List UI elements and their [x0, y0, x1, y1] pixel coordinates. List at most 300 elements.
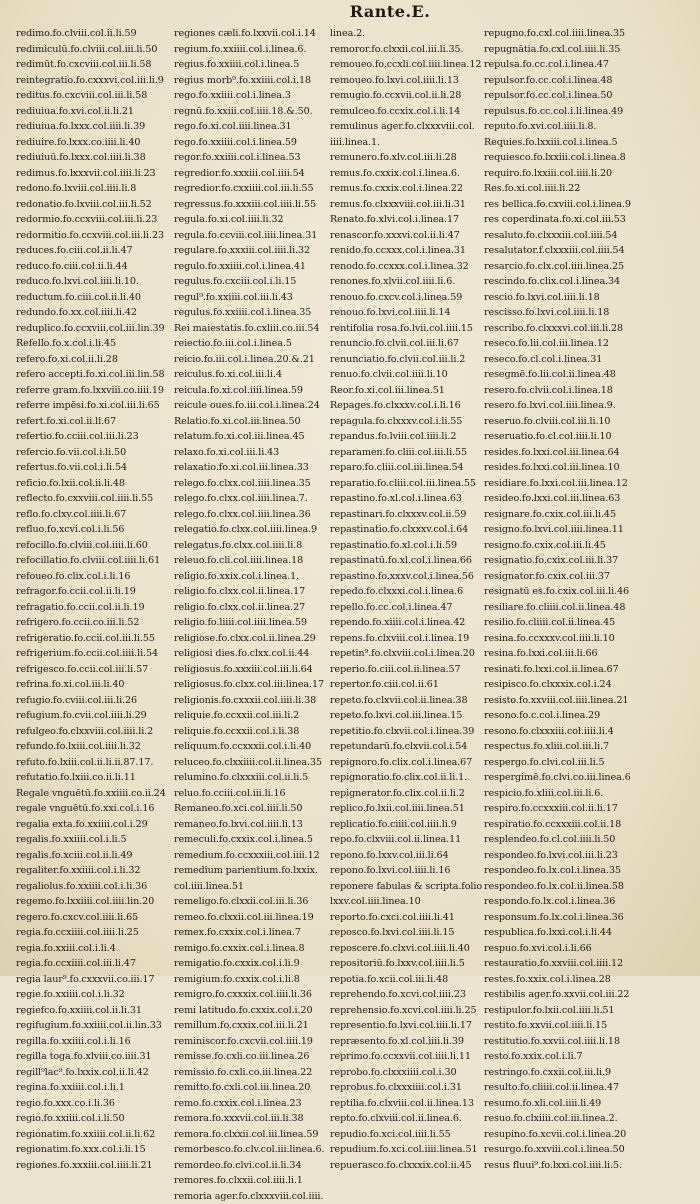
index-entry: refundo.fo.lxiii.col.iiii.li.32: [16, 739, 166, 755]
index-entry: reintegratio.fo.cxxxvi.col.iii.li.9: [16, 73, 166, 89]
index-entry: relegatus.fo.clxx.col.iiii.li.8: [174, 538, 324, 554]
index-entry: referre impēsi.fo.xi.col.iii.li.65: [16, 398, 166, 414]
index-entry: regius.fo.xxiiii.col.i.linea.5: [174, 57, 324, 73]
index-entry: Res.fo.xi.col.iiii.li.22: [484, 181, 684, 197]
index-entry: regul⁹.fo.xxiiii.col.iii.li.43: [174, 290, 324, 306]
index-entry: regalis.fo.xciii.col.ii.li.49: [16, 848, 166, 864]
index-entry: resero.fo.lxvi.col.iiii.linea.9.: [484, 398, 684, 414]
index-entry: releuo.fo.cli.col.iiii.linea.18: [174, 553, 324, 569]
index-entry: remigo.fo.cxxix.col.i.linea.8: [174, 941, 324, 957]
index-entry: reliquie.fo.ccxxii.col.iii.li.2: [174, 708, 324, 724]
index-entry: Regale vnguētū.fo.xxiiii.co.ii.24: [16, 786, 166, 802]
index-entry: refrigerium.fo.ccii.col.iiii.li.54: [16, 646, 166, 662]
index-entry: rediuiua.fo.xvi.col.ii.li.21: [16, 104, 166, 120]
index-entry: renones.fo.xlvii.col.iiii.li.6.: [330, 274, 480, 290]
index-entry: remoria ager.fo.clxxxviii.col.iiii.: [174, 1189, 324, 1204]
index-entry: renuo.fo.clvii.col.iiii.li.10: [330, 367, 480, 383]
index-entry: repandus.fo.lviii.col.iiii.li.2: [330, 429, 480, 445]
index-entry: reiectio.fo.iii.col.i.linea.5: [174, 336, 324, 352]
index-entry: remus.fo.clxxxviii.col.iii.li.31: [330, 197, 480, 213]
index-entry: restes.fo.xxix.col.i.linea.28: [484, 972, 684, 988]
index-entry: refrigesco.fo.ccii.col.iii.li.57: [16, 662, 166, 678]
index-entry: redormitio.fo.ccxviii.col.iii.li.23: [16, 228, 166, 244]
index-entry: resurgo.fo.xxviii.col.i.linea.50: [484, 1142, 684, 1158]
index-entry: representio.fo.lxvi.col.iiii.li.17: [330, 1018, 480, 1034]
index-entry: regula.fo.ccviii.col.iiii.linea.31: [174, 228, 324, 244]
index-entry: regulo.fo.xxiiii.col.i.linea.41: [174, 259, 324, 275]
index-entry: res coperdinata.fo.xi.col.iii.53: [484, 212, 684, 228]
index-entry: regium.fo.xxiiii.col.i.linea.6.: [174, 42, 324, 58]
index-entry: refoueo.fo.clix.col.i.li.16: [16, 569, 166, 585]
index-entry: res bellica.fo.cxviii.col.i.linea.9: [484, 197, 684, 213]
index-entry: repulsor.fo.cc.col.i.linea.50: [484, 88, 684, 104]
index-entry: reseco.fo.cl.col.i.linea.31: [484, 352, 684, 368]
index-entry: rediuiua.fo.lxxx.col.iiii.li.39: [16, 119, 166, 135]
index-entry: repastinari.fo.clxxxv.col.ii.59: [330, 507, 480, 523]
index-entry: remedium parientium.fo.lxxix.: [174, 863, 324, 879]
index-entry: regiones.fo.xxxiii.col.iiii.li.21: [16, 1158, 166, 1174]
index-entry: resaluto.fo.clxxxiii.col.iiii.54: [484, 228, 684, 244]
index-entry: reicula.fo.xi.col.iiii.linea.59: [174, 383, 324, 399]
index-entry: replico.fo.lxii.col.iiii.linea.51: [330, 801, 480, 817]
index-entry: respiro.fo.ccxxxiii.col.ii.li.17: [484, 801, 684, 817]
index-entry: refocillatio.fo.clviii.col.iiii.li.61: [16, 553, 166, 569]
index-entry: reflecto.fo.cxxviii.col.iiii.li.55: [16, 491, 166, 507]
index-entry: redormio.fo.ccxviii.col.iii.li.23: [16, 212, 166, 228]
index-entry: regionatim.fo.xxx.col.i.li.15: [16, 1142, 166, 1158]
index-entry: restitutio.fo.xxvii.col.iiii.li.18: [484, 1034, 684, 1050]
index-entry: remigro.fo.cxxxix.col.iiii.li.36: [174, 987, 324, 1003]
index-entry: Requies.fo.lxxiii.col.i.linea.5: [484, 135, 684, 151]
index-entry: respondeo.fo.lx.col.i.linea.35: [484, 863, 684, 879]
index-entry: regia.fo.ccxiiii.col.iii.li.47: [16, 956, 166, 972]
index-entry: resides.fo.lxxi.col.iii.linea.64: [484, 445, 684, 461]
index-entry: Repages.fo.clxxxv.col.i.li.16: [330, 398, 480, 414]
index-entry: regulare.fo.xxxiii.col.iiii.li.32: [174, 243, 324, 259]
index-entry: rego.fo.xxiiii.col.i.linea.59: [174, 135, 324, 151]
index-entry: rentifolia rosa.fo.lvii.col.iiii.15: [330, 321, 480, 337]
index-entry: remigium.fo.cxxix.col.i.li.8: [174, 972, 324, 988]
index-entry: regiones cæli.fo.lxxvii.col.i.14: [174, 26, 324, 42]
index-entry: repo.fo.clxviii.col.ii.linea.11: [330, 832, 480, 848]
index-entry: refragor.fo.ccii.col.ii.li.19: [16, 584, 166, 600]
index-entry: reposco.fo.lxvi.col.iiii.li.15: [330, 925, 480, 941]
index-entry: repono.fo.lxvi.col.iiii.li.16: [330, 863, 480, 879]
index-entry: resisto.fo.xxviii.col.iiii.linea.21: [484, 693, 684, 709]
index-entry: resalutator.f.clxxxiii.col.iiii.54: [484, 243, 684, 259]
index-entry: resides.fo.lxxi.col.iii.linea.10: [484, 460, 684, 476]
index-entry: regill⁹lac⁹.fo.lxxix.col.ii.li.42: [16, 1065, 166, 1081]
index-entry: reprehensio.fo.xcvi.col.iiii.li.25: [330, 1003, 480, 1019]
index-entry: rescindo.fo.clix.col.i.linea.34: [484, 274, 684, 290]
index-entry: reductum.fo.ciii.col.ii.li.40: [16, 290, 166, 306]
index-entry: reminiscor.fo.cxcvii.col.iiii.19: [174, 1034, 324, 1050]
index-entry: respuo.fo.xvi.col.i.li.66: [484, 941, 684, 957]
index-entry: repignoro.fo.clix.col.i.linea.67: [330, 755, 480, 771]
index-entry: redono.fo.lxviii.col.iiii.li.8: [16, 181, 166, 197]
index-entry: refuto.fo.lxiii.col.ii.li.ii.87.17.: [16, 755, 166, 771]
index-entry: regia laur⁹.fo.cxxxvii.co.iii.17: [16, 972, 166, 988]
index-entry: reiculus.fo.xi.col.iii.li.4: [174, 367, 324, 383]
index-entry: repignerator.fo.clix.col.ii.li.2: [330, 786, 480, 802]
index-entry: resignare.fo.cxix.col.iii.li.45: [484, 507, 684, 523]
index-entry: resinati.fo.lxxi.col.ii.linea.67: [484, 662, 684, 678]
index-entry: remoror.fo.clxxii.col.iii.li.35.: [330, 42, 480, 58]
index-entry: reseco.fo.lii.col.iii.linea.12: [484, 336, 684, 352]
index-entry: renouo.fo.cxcv.col.i.linea.59: [330, 290, 480, 306]
index-entry: regemo.fo.lxxiiii.col.iiii.lin.20: [16, 894, 166, 910]
index-entry: rediuire.fo.lxxx.co.iiii.li.40: [16, 135, 166, 151]
index-entry: redimo.fo.clviii.col.ii.li.59: [16, 26, 166, 42]
index-entry: rescio.fo.lxvi.col.iiii.li.18: [484, 290, 684, 306]
index-entry: respondeo.fo.lxvi.col.iii.li.23: [484, 848, 684, 864]
index-entry: reseruo.fo.clviii.col.iii.li.10: [484, 414, 684, 430]
index-entry: religio.fo.clxx.col.ii.linea.17: [174, 584, 324, 600]
index-entry: resina.fo.ccxxxv.col.iiii.li.10: [484, 631, 684, 647]
index-entry: remeculi.fo.cxxix.col.i.linea.5: [174, 832, 324, 848]
index-entry: resina.fo.lxxi.col.iii.li.66: [484, 646, 684, 662]
index-entry: repono.fo.lxxv.col.iii.li.64: [330, 848, 480, 864]
index-entry: refrigero.fo.ccii.co.iii.li.52: [16, 615, 166, 631]
index-entry: remus.fo.cxxix.col.i.linea.22: [330, 181, 480, 197]
index-entry: relego.fo.clxx.col.iiii.linea.7.: [174, 491, 324, 507]
index-entry: reflo.fo.clxv.col.iiii.li.67: [16, 507, 166, 523]
index-entry: regia.fo.ccxiiii.col.iiii.li.25: [16, 925, 166, 941]
index-entry: regaliolus.fo.xxiiii.col.i.li.36: [16, 879, 166, 895]
index-entry: resulto.fo.cliiii.col.ii.linea.47: [484, 1080, 684, 1096]
index-entry: remorbesco.fo.clv.col.iii.linea.6.: [174, 1142, 324, 1158]
index-entry: remoueo.fo.lxvi.col.iiii.li.13: [330, 73, 480, 89]
index-entry: remi latitudo.fo.cxxix.col.i.20: [174, 1003, 324, 1019]
index-entry: reputo.fo.xvi.col.iiii.li.8.: [484, 119, 684, 135]
index-entry: repastinatio.fo.xl.col.i.li.59: [330, 538, 480, 554]
index-entry: resono.fo.clxxxiii.col.iiii.li.4: [484, 724, 684, 740]
index-entry: repetundarū.fo.clxvii.col.i.54: [330, 739, 480, 755]
index-entry: respondeo.fo.lx.col.ii.linea.58: [484, 879, 684, 895]
index-entry: refero.fo.xi.col.ii.li.28: [16, 352, 166, 368]
index-column-4: [484, 26, 684, 1173]
index-entry: responsum.fo.lx.col.i.linea.36: [484, 910, 684, 926]
index-entry: refugium.fo.cvii.col.iiii.li.29: [16, 708, 166, 724]
index-entry: resegmē.fo.lii.col.ii.linea.48: [484, 367, 684, 383]
index-entry: resideo.fo.lxxi.col.iii.linea.63: [484, 491, 684, 507]
index-column-3: [330, 26, 480, 1173]
index-entry: respectus.fo.xliii.col.iii.li.7: [484, 739, 684, 755]
index-entry: refrigeratio.fo.ccii.col.iii.li.55: [16, 631, 166, 647]
index-entry: relumino.fo.clxxxiii.col.ii.li.5: [174, 770, 324, 786]
index-entry: repetin⁹.fo.clxviii.col.i.linea.20: [330, 646, 480, 662]
index-entry: remigatio.fo.cxxix.col.i.li.9: [174, 956, 324, 972]
index-entry: respicio.fo.xliii.col.iii.li.6.: [484, 786, 684, 802]
index-entry: refertio.fo.cciii.col.iii.li.23: [16, 429, 166, 445]
index-column-2: [174, 26, 324, 1204]
index-entry: refocillo.fo.clviii.col.iiii.li.60: [16, 538, 166, 554]
index-entry: col.iiii.linea.51: [174, 879, 324, 895]
index-entry: remora.fo.xxxvii.col.iii.li.38: [174, 1111, 324, 1127]
index-entry: reduco.fo.lxvi.col.iiii.li.10.: [16, 274, 166, 290]
index-entry: regale vnguētū.fo.xxi.col.i.16: [16, 801, 166, 817]
index-entry: resignator.fo.cxix.col.iii.37: [484, 569, 684, 585]
index-entry: refulgeo.fo.clxxviii.col.iiii.li.2: [16, 724, 166, 740]
index-entry: rependo.fo.xiiii.col.i.linea.42: [330, 615, 480, 631]
index-entry: remulceo.fo.ccxix.col.i.li.14: [330, 104, 480, 120]
index-entry: reduces.fo.ciii.col.ii.li.47: [16, 243, 166, 259]
index-entry: replicatio.fo.ciiii.col.iiii.li.9: [330, 817, 480, 833]
index-entry: repedo.fo.clxxxi.col.i.linea.6: [330, 584, 480, 600]
index-entry: remora.fo.clxxii.col.iii.linea.59: [174, 1127, 324, 1143]
index-entry: redonatio.fo.lxviii.col.iii.li.52: [16, 197, 166, 213]
index-entry: reparatio.fo.cliii.col.iii.linea.55: [330, 476, 480, 492]
index-entry: resono.fo.c.col.i.linea.29: [484, 708, 684, 724]
index-entry: reicio.fo.iii.col.i.linea.20.&.21: [174, 352, 324, 368]
index-entry: repuerasco.fo.clxxxix.col.ii.45: [330, 1158, 480, 1174]
index-entry: regaliter.fo.xxiiii.col.i.li.32: [16, 863, 166, 879]
index-entry: repudio.fo.xci.col.iiii.li.55: [330, 1127, 480, 1143]
index-entry: regifugium.fo.xxiiii.col.ii.lin.33: [16, 1018, 166, 1034]
running-head: Rante.E.: [290, 2, 490, 21]
index-entry: remeo.fo.clxxii.col.iii.linea.19: [174, 910, 324, 926]
index-entry: repeto.fo.clxvii.col.ii.linea.38: [330, 693, 480, 709]
index-entry: refugio.fo.cviii.col.iii.li.26: [16, 693, 166, 709]
index-column-1: [16, 26, 166, 1173]
index-entry: repello.fo.cc.col.i.linea.47: [330, 600, 480, 616]
index-entry: religiosus.fo.xxxiii.col.iii.li.64: [174, 662, 324, 678]
index-entry: relaxatio.fo.xi.col.iii.linea.33: [174, 460, 324, 476]
index-entry: refutatio.fo.lxiii.co.ii.li.11: [16, 770, 166, 786]
index-entry: remaneo.fo.lxvi.col.iiii.li.13: [174, 817, 324, 833]
index-entry: regiefco.fo.xxiiii.col.ii.li.31: [16, 1003, 166, 1019]
index-entry: repeto.fo.lxvi.col.iii.linea.15: [330, 708, 480, 724]
index-entry: regalis.fo.xxiiii.col.i.li.5: [16, 832, 166, 848]
index-entry: repignoratio.fo.clix.col.ii.li.1.: [330, 770, 480, 786]
index-entry: regio.fo.xxx.co.i.li.36: [16, 1096, 166, 1112]
index-entry: regio.fo.xxiiii.col.i.li.50: [16, 1111, 166, 1127]
index-entry: refragatio.fo.ccii.col.ii.li.19: [16, 600, 166, 616]
index-entry: religiosi dies.fo.clxx.col.ii.44: [174, 646, 324, 662]
index-entry: respergo.fo.clvi.col.iii.li.5: [484, 755, 684, 771]
index-entry: rescisso.fo.lxvi.col.iiii.li.18: [484, 305, 684, 321]
index-entry: repagula.fo.clxxxv.col.i.li.55: [330, 414, 480, 430]
index-entry: regredior.fo.cxxiiii.col.iii.li.55: [174, 181, 324, 197]
index-entry: religio.fo.xxix.col.i.linea.1.: [174, 569, 324, 585]
index-entry: reduplico.fo.ccxviii.col.iii.lin.39: [16, 321, 166, 337]
index-entry: reprimo.fo.ccxxvii.col.iiii.li.11: [330, 1049, 480, 1065]
index-entry: repotia.fo.xcii.col.iii.li.48: [330, 972, 480, 988]
index-entry: refrina.fo.xi.col.iii.li.40: [16, 677, 166, 693]
index-entry: reponere fabulas & scripta.folio: [330, 879, 480, 895]
index-entry: regor.fo.xxiiii.col.i.linea.53: [174, 150, 324, 166]
index-entry: remordeo.fo.clvi.col.ii.li.34: [174, 1158, 324, 1174]
index-entry: regula.fo.xi.col.iiii.li.32: [174, 212, 324, 228]
index-entry: reparo.fo.cliii.col.iii.linea.54: [330, 460, 480, 476]
index-entry: rescribo.fo.clxxxvi.col.iii.li.28: [484, 321, 684, 337]
index-entry: repastino.fo.xxxv.col.i.linea.56: [330, 569, 480, 585]
index-entry: religio.fo.clxx.col.ii.linea.27: [174, 600, 324, 616]
index-entry: Remaneo.fo.xci.col.iiii.li.50: [174, 801, 324, 817]
index-entry: lxxv.col.iiii.linea.10: [330, 894, 480, 910]
index-entry: religio.fo.liiii.col.iiii.linea.59: [174, 615, 324, 631]
index-entry: renascor.fo.xxxvi.col.ii.li.47: [330, 228, 480, 244]
index-entry: relatum.fo.xi.col.iii.linea.45: [174, 429, 324, 445]
index-entry: refercio.fo.vii.col.i.li.50: [16, 445, 166, 461]
index-entry: renunciatio.fo.clvii.col.iii.li.2: [330, 352, 480, 368]
index-entry: resilio.fo.cliiii.col.ii.linea.45: [484, 615, 684, 631]
index-entry: reficio.fo.lxii.col.ii.li.48: [16, 476, 166, 492]
index-entry: refertus.fo.vii.col.i.li.54: [16, 460, 166, 476]
index-entry: resarcio.fo.clx.col.iiii.linea.25: [484, 259, 684, 275]
index-entry: restito.fo.xxvii.col.iiii.li.15: [484, 1018, 684, 1034]
index-entry: reparamen.fo.cliii.col.iii.li.55: [330, 445, 480, 461]
index-entry: regilla.fo.xxiiii.col.i.li.16: [16, 1034, 166, 1050]
index-entry: refert.fo.xi.col.ii.li.67: [16, 414, 166, 430]
index-entry: repetitio.fo.clxvii.col.i.linea.39: [330, 724, 480, 740]
index-entry: Relatio.fo.xi.col.iii.linea.50: [174, 414, 324, 430]
index-entry: reditus.fo.cxcviii.col.iii.li.58: [16, 88, 166, 104]
index-entry: repulsa.fo.cc.col.i.linea.47: [484, 57, 684, 73]
index-entry: reduco.fo.ciii.col.ii.li.44: [16, 259, 166, 275]
index-entry: religiosus.fo.clxx.col.iii.linea.17: [174, 677, 324, 693]
index-entry: repertor.fo.ciii.col.ii.61: [330, 677, 480, 693]
index-entry: regina.fo.xxiiii.col.i.li.1: [16, 1080, 166, 1096]
index-entry: regie.fo.xxiiii.col.i.li.32: [16, 987, 166, 1003]
index-entry: resplendeo.fo.cl.col.iiii.li.50: [484, 832, 684, 848]
index-entry: regulus.fo.cxciii.col.i.li.15: [174, 274, 324, 290]
index-entry: repens.fo.clxviii.col.i.linea.19: [330, 631, 480, 647]
index-entry: repositoriū.fo.lxxv.col.iiii.li.5: [330, 956, 480, 972]
index-entry: remus.fo.cxxix.col.i.linea.6.: [330, 166, 480, 182]
index-entry: respublica.fo.lxxi.col.i.li.44: [484, 925, 684, 941]
index-entry: remunero.fo.xlv.col.iii.li.28: [330, 150, 480, 166]
index-entry: reperio.fo.ciii.col.ii.linea.57: [330, 662, 480, 678]
index-entry: iiii.linea.1.: [330, 135, 480, 151]
index-entry: requiro.fo.lxxiii.col.iiii.li.20: [484, 166, 684, 182]
index-entry: remo.fo.cxxix.col.i.linea.23: [174, 1096, 324, 1112]
index-entry: repugnātia.fo.cxl.col.iiii.li.35: [484, 42, 684, 58]
index-entry: relego.fo.clxx.col.iiii.linea.35: [174, 476, 324, 492]
index-entry: renuncio.fo.clvii.col.iii.li.67: [330, 336, 480, 352]
index-entry: remugio.fo.ccxvii.col.ii.li.28: [330, 88, 480, 104]
index-entry: remillum.fo.cxxix.col.iii.li.21: [174, 1018, 324, 1034]
index-entry: repræsento.fo.xl.col.iiii.li.39: [330, 1034, 480, 1050]
index-entry: reliquum.fo.ccxxxii.col.i.li.40: [174, 739, 324, 755]
index-entry: rego.fo.xi.col.iiii.linea.31: [174, 119, 324, 135]
index-entry: renodo.fo.ccxxx.col.i.linea.32: [330, 259, 480, 275]
index-entry: regero.fo.cxcv.col.iiii.li.65: [16, 910, 166, 926]
index-entry: remoueo.fo.ccxli.col.iiii.linea.12: [330, 57, 480, 73]
index-entry: linea.2.: [330, 26, 480, 42]
index-entry: remores.fo.clxxii.col.iiii.li.1: [174, 1173, 324, 1189]
index-entry: relegatio.fo.clxx.col.iiii.linea.9: [174, 522, 324, 538]
index-entry: reluceo.fo.clxxiiii.col.ii.linea.35: [174, 755, 324, 771]
index-entry: renouo.fo.lxvi.col.iiii.li.14: [330, 305, 480, 321]
index-entry: resipisco.fo.clxxxix.col.i.24: [484, 677, 684, 693]
index-entry: redundo.fo.xx.col.iiii.li.42: [16, 305, 166, 321]
index-entry: respiratio.fo.ccxxxiii.col.ii.18: [484, 817, 684, 833]
index-entry: regulus.fo.xxiiii.col.i.linea.35: [174, 305, 324, 321]
index-entry: reprobo.fo.clxxxiiii.col.i.30: [330, 1065, 480, 1081]
index-entry: regia.fo.xxiii.col.i.li.4: [16, 941, 166, 957]
index-entry: reptilia.fo.clxviii.col.ii.linea.13: [330, 1096, 480, 1112]
index-entry: reicule oues.fo.iii.col.i.linea.24: [174, 398, 324, 414]
index-entry: relego.fo.clxx.col.iiii.linea.36: [174, 507, 324, 523]
index-entry: regius morb⁹.fo.xxiiii.col.i.18: [174, 73, 324, 89]
index-entry: resignatio.fo.cxix.col.iii.li.37: [484, 553, 684, 569]
index-entry: regnū.fo.xxiii.col.iiii.18.&.50.: [174, 104, 324, 120]
index-entry: reliquie.fo.ccxxii.col.i.li.38: [174, 724, 324, 740]
index-entry: resero.fo.clvii.col.i.linea.18: [484, 383, 684, 399]
index-entry: regionatim.fo.xxiiii.col.ii.li.62: [16, 1127, 166, 1143]
index-entry: repudium.fo.xci.col.iiii.linea.51: [330, 1142, 480, 1158]
index-entry: remisse.fo.cxli.co.iii.linea.26: [174, 1049, 324, 1065]
index-entry: remulinus ager.fo.clxxxviii.col.: [330, 119, 480, 135]
index-entry: requiesco.fo.lxxiii.col.i.linea.8: [484, 150, 684, 166]
index-entry: repugno.fo.cxl.col.iiii.linea.35: [484, 26, 684, 42]
index-entry: regressus.fo.xxxiii.col.iiii.li.55: [174, 197, 324, 213]
index-entry: regilla toga.fo.xlviii.co.iiii.31: [16, 1049, 166, 1065]
index-entry: referre gram.fo.lxxviii.co.iiii.19: [16, 383, 166, 399]
index-entry: redimiculū.fo.clviii.col.iii.li.50: [16, 42, 166, 58]
index-entry: respondo.fo.lx.col.i.linea.36: [484, 894, 684, 910]
index-entry: respergimē.fo.clvi.co.iii.linea.6: [484, 770, 684, 786]
index-entry: reluo.fo.cciii.col.iii.li.16: [174, 786, 324, 802]
index-entry: rego.fo.xxiiii.col.i.linea.3: [174, 88, 324, 104]
index-entry: resumo.fo.xli.col.iiii.li.49: [484, 1096, 684, 1112]
index-entry: restringo.fo.cxxii.col.iii.li.9: [484, 1065, 684, 1081]
index-entry: restauratio.fo.xxviii.col.iiii.12: [484, 956, 684, 972]
index-entry: refero accepti.fo.xi.col.iii.lin.58: [16, 367, 166, 383]
index-entry: reporto.fo.cxci.col.iiii.li.41: [330, 910, 480, 926]
index-entry: redimūt.fo.cxcviii.col.iii.li.58: [16, 57, 166, 73]
index-entry: resigno.fo.cxix.col.iii.li.45: [484, 538, 684, 554]
index-entry: remedium.fo.ccxxxiii.col.iiii.12: [174, 848, 324, 864]
index-entry: religionis.fo.cxxxii.col.iiii.li.38: [174, 693, 324, 709]
index-entry: resupino.fo.xcvii.col.i.linea.20: [484, 1127, 684, 1143]
index-entry: resiliare.fo.cliiii.col.ii.linea.48: [484, 600, 684, 616]
index-entry: residiare.fo.lxxi.col.iii.linea.12: [484, 476, 684, 492]
index-entry: renido.fo.ccxxx.col.i.linea.31: [330, 243, 480, 259]
index-entry: repastinatio.fo.clxxxv.col.i.64: [330, 522, 480, 538]
index-entry: repulsor.fo.cc.col.i.linea.48: [484, 73, 684, 89]
index-entry: restipulor.fo.lxii.col.iiii.li.51: [484, 1003, 684, 1019]
index-entry: refluo.fo.xcvi.col.i.li.56: [16, 522, 166, 538]
index-entry: reprobus.fo.clxxxiiii.col.i.31: [330, 1080, 480, 1096]
index-entry: regredior.fo.xxxiii.col.iiii.54: [174, 166, 324, 182]
index-entry: reseruatio.fo.cl.col.iiii.li.10: [484, 429, 684, 445]
index-entry: Renato.fo.xlvi.col.i.linea.17: [330, 212, 480, 228]
index-entry: relaxo.fo.xi.col.iii.li.43: [174, 445, 324, 461]
index-entry: resignatū es.fo.cxix.col.iii.li.46: [484, 584, 684, 600]
index-entry: restibilis ager.fo.xxvii.col.iii.22: [484, 987, 684, 1003]
index-entry: repulsus.fo.cc.col.i.li.linea.49: [484, 104, 684, 120]
index-entry: redimus.fo.lxxxvii.col.iiii.li.23: [16, 166, 166, 182]
index-entry: repastino.fo.xl.col.i.linea.63: [330, 491, 480, 507]
index-entry: resigno.fo.lxvi.col.iiii.linea.11: [484, 522, 684, 538]
index-entry: resus fluui⁹.fo.lxxi.col.iiii.li.5.: [484, 1158, 684, 1174]
index-entry: Refello.fo.x.col.i.li.45: [16, 336, 166, 352]
index-entry: reprehendo.fo.xcvi.col.iiii.23: [330, 987, 480, 1003]
index-entry: repastinatū.fo.xl.col.i.linea.66: [330, 553, 480, 569]
index-entry: Rei maiestatis.fo.cxliii.co.iii.54: [174, 321, 324, 337]
index-entry: remissio.fo.cxli.co.iii.linea.22: [174, 1065, 324, 1081]
index-entry: religiose.fo.clxx.col.ii.linea.29: [174, 631, 324, 647]
index-entry: resto.fo.xxix.col.i.li.7: [484, 1049, 684, 1065]
index-entry: repto.fo.clxviii.col.ii.linea.6.: [330, 1111, 480, 1127]
index-entry: remitto.fo.cxli.col.iii.linea.20: [174, 1080, 324, 1096]
index-entry: rediuiuū.fo.lxxx.col.iiii.li.38: [16, 150, 166, 166]
index-entry: remeligo.fo.clxxii.col.iii.li.36: [174, 894, 324, 910]
index-entry: remex.fo.cxxix.col.i.linea.7: [174, 925, 324, 941]
index-entry: reposcere.fo.clxvi.col.iiii.li.40: [330, 941, 480, 957]
